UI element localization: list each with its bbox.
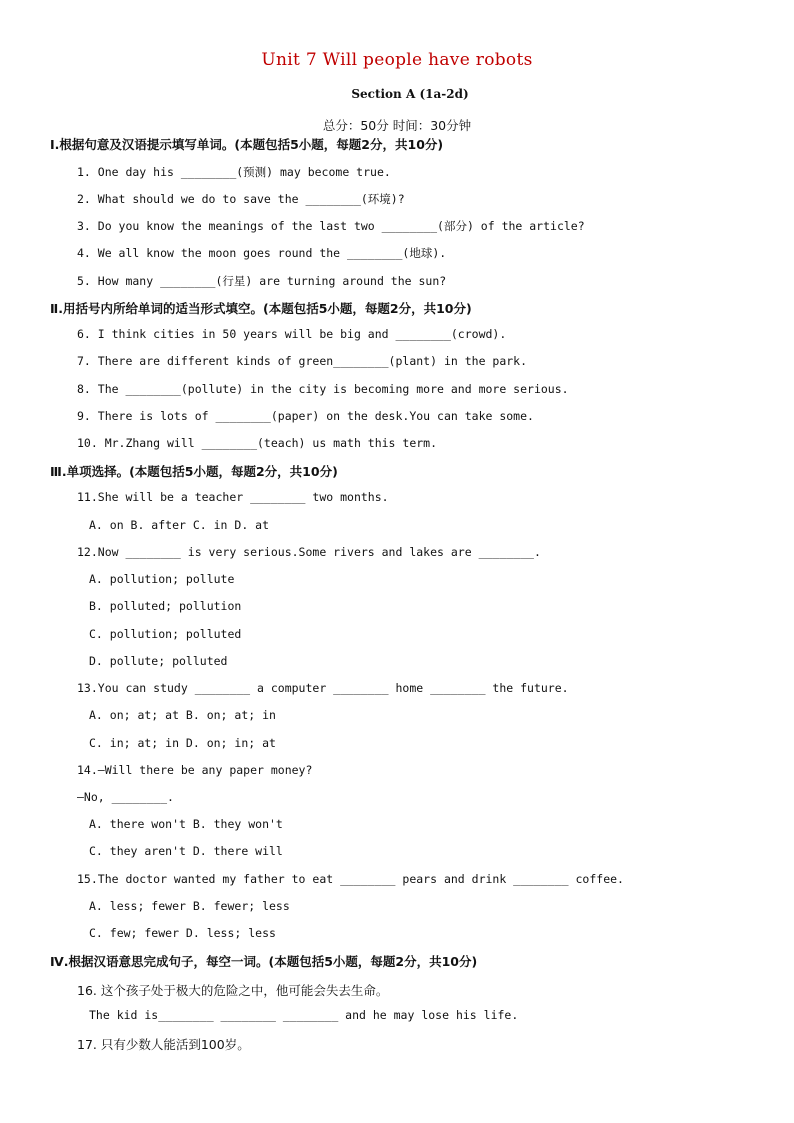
question-2: 2. What should we do to save the ________(环境)?: [77, 192, 405, 206]
score-time-info: 总分：50分 时间：30分钟: [322, 118, 472, 133]
question-14-options-cd: C. they aren't D. there will: [89, 844, 283, 858]
question-12: 12.Now ________ is very serious.Some rivers and lakes are ________.: [77, 545, 541, 559]
section-4-heading: Ⅳ.根据汉语意思完成句子，每空一词。(本题包括5小题，每题2分，共10分): [50, 954, 478, 969]
question-15-options-cd: C. few; fewer D. less; less: [89, 926, 276, 940]
question-16-chinese: 16. 这个孩子处于极大的危险之中，他可能会失去生命。: [77, 983, 389, 998]
question-15: 15.The doctor wanted my father to eat ________ pears and drink ________ coffee.: [77, 872, 624, 886]
question-14: 14.—Will there be any paper money?: [77, 763, 313, 777]
question-13-options-cd: C. in; at; in D. on; in; at: [89, 736, 276, 750]
question-12-option-c: C. pollution; polluted: [89, 627, 242, 641]
question-11: 11.She will be a teacher ________ two months.: [77, 490, 389, 504]
section-subtitle: Section A (1a-2d): [351, 87, 469, 101]
section-2-heading: Ⅱ.用括号内所给单词的适当形式填空。(本题包括5小题，每题2分，共10分): [50, 301, 472, 316]
question-13-options-ab: A. on; at; at B. on; at; in: [89, 708, 276, 722]
section-3-heading: Ⅲ.单项选择。(本题包括5小题，每题2分，共10分): [50, 464, 338, 479]
question-5: 5. How many ________(行星) are turning around the sun?: [77, 274, 447, 288]
question-1: 1. One day his ________(预测) may become true.: [77, 165, 391, 179]
question-15-options-ab: A. less; fewer B. fewer; less: [89, 899, 290, 913]
page-title: Unit 7 Will people have robots: [261, 50, 533, 70]
question-8: 8. The ________(pollute) in the city is becoming more and more serious.: [77, 382, 569, 396]
question-9: 9. There is lots of ________(paper) on the desk.You can take some.: [77, 409, 534, 423]
section-1-heading: Ⅰ.根据句意及汉语提示填写单词。(本题包括5小题，每题2分，共10分): [50, 137, 444, 152]
question-14-options-ab: A. there won't B. they won't: [89, 817, 283, 831]
question-12-option-d: D. pollute; polluted: [89, 654, 228, 668]
question-10: 10. Mr.Zhang will ________(teach) us math this term.: [77, 436, 438, 450]
question-17-chinese: 17. 只有少数人能活到100岁。: [77, 1037, 250, 1052]
question-14-reply: —No, ________.: [77, 790, 174, 804]
question-3: 3. Do you know the meanings of the last two ________(部分) of the article?: [77, 219, 585, 233]
question-13: 13.You can study ________ a computer ________ home ________ the future.: [77, 681, 569, 695]
question-7: 7. There are different kinds of green________(plant) in the park.: [77, 354, 528, 368]
question-12-option-a: A. pollution; pollute: [89, 572, 235, 586]
question-4: 4. We all know the moon goes round the ________(地球).: [77, 246, 447, 260]
question-12-option-b: B. polluted; pollution: [89, 599, 242, 613]
question-16-english: The kid is________ ________ ________ and he may lose his life.: [89, 1008, 519, 1022]
question-6: 6. I think cities in 50 years will be big and ________(crowd).: [77, 327, 507, 341]
question-11-options: A. on B. after C. in D. at: [89, 518, 270, 532]
